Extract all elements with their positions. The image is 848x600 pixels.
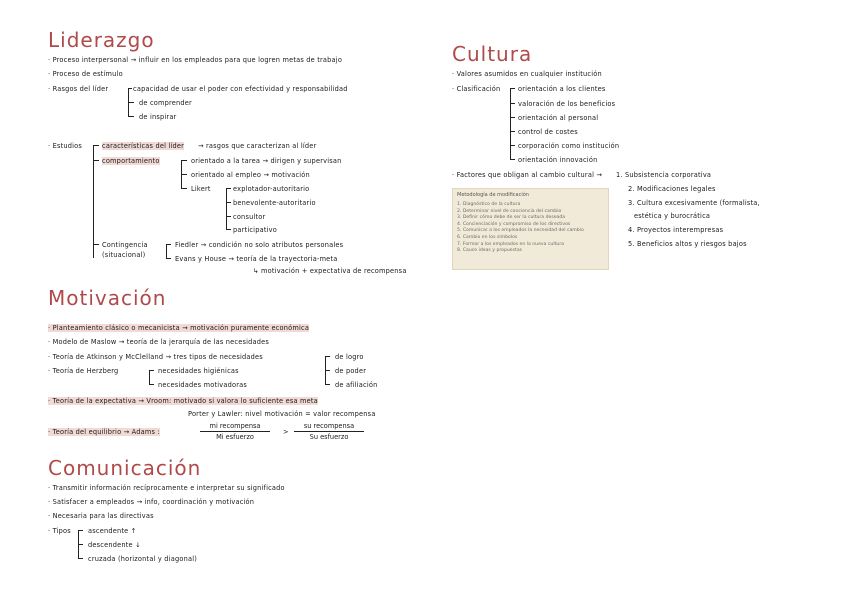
frac2-num: su recompensa [303,422,355,430]
motivacion-l3: · Teoría de Atkinson y McClelland → tres tipos de necesidades [48,353,263,361]
caracteristicas-label: características del líder [102,142,185,150]
comunicacion-l1: · Transmitir información recíprocamente e interpretar su significado [48,484,285,492]
tipo-item: cruzada (horizontal y diagonal) [88,555,197,563]
necesidad-item: de logro [335,353,364,361]
motivacion-l2: · Modelo de Maslow → teoría de la jerarquía de las necesidades [48,338,270,346]
motivacion-l4: · Teoría de Herzberg [48,367,119,375]
clas-item: control de costes [518,128,578,136]
note-line: 2. Determinar nivel de conciencia del cambio [457,208,562,214]
note-line: 8. Cauce ideas y propuestas [457,248,523,254]
factor-item: 3. Cultura excesivamente (formalista, [628,199,760,207]
clas-item: orientación a los clientes [518,85,606,93]
note-line: 3. Definir cómo debe de ser la cultura deseada [457,215,566,221]
likert-item: explotador-autoritario [233,185,310,193]
rasgo-item: capacidad de usar el poder con efectividad y responsabilidad [133,85,348,93]
clas-item: orientación innovación [518,156,598,164]
fiedler: Fiedler → condición no solo atributos personales [175,241,344,249]
necesidad-item: de poder [335,367,367,375]
liderazgo-heading: Liderazgo [48,28,155,52]
likert-item: benevolente-autoritario [233,199,316,207]
comunicacion-heading: Comunicación [48,456,202,480]
evans-house: Evans y House → teoría de la trayectoria-meta [175,255,338,263]
motivacion-heading: Motivación [48,286,167,310]
necesidad-item: de afiliación [335,381,378,389]
situacional-label: (situacional) [102,251,146,259]
contingencia-label: Contingencia [102,241,148,249]
motivacion-l6: · Teoría del equilibrio → Adams : [48,428,160,436]
frac2-den: Su esfuerzo [309,433,349,441]
greater-than: > [283,428,289,436]
liderazgo-estudios: · Estudios [48,142,83,150]
tipo-item: descendente ↓ [88,541,141,549]
herzberg-item: necesidades higiénicas [158,367,239,375]
note-line: 6. Cambio en los símbolos [457,234,518,240]
liderazgo-estimulo: · Proceso de estímulo [48,70,123,78]
cultura-heading: Cultura [452,42,533,66]
frac1-num: mi recompensa [209,422,261,430]
motivacion-l5b: Porter y Lawler: nivel motivación = valor recompensa [188,410,376,418]
rasgo-item: de inspirar [139,113,177,121]
comunicacion-l3: · Necesaria para las directivas [48,512,154,520]
motivacion-l5: · Teoría de la expectativa → Vroom: motivado si valora lo suficiente esa meta [48,397,318,405]
likert-item: consultor [233,213,266,221]
orientado-empleo: orientado al empleo → motivación [191,171,310,179]
cultura-clasificacion: · Clasificación [452,85,501,93]
rasgo-item: de comprender [139,99,192,107]
clas-item: corporación como institución [518,142,620,150]
clas-item: orientación al personal [518,114,599,122]
comunicacion-l2: · Satisfacer a empleados → info, coordinación y motivación [48,498,255,506]
factor-item: 2. Modificaciones legales [628,185,716,193]
tipo-item: ascendente ↑ [88,527,137,535]
liderazgo-rasgos: · Rasgos del líder [48,85,109,93]
factor-item: 4. Proyectos interempresas [628,226,724,234]
note-line: 7. Formar a los empleados en la nueva cultura [457,241,565,247]
clas-item: valoración de los beneficios [518,100,616,108]
cultura-factores: · Factores que obligan al cambio cultural → [452,171,603,179]
frac1-den: Mi esfuerzo [216,433,254,441]
factor-item: 5. Beneficios altos y riesgos bajos [628,240,747,248]
orientado-tarea: orientado a la tarea → dirigen y supervisan [191,157,342,165]
note-title: Metodología de modificación [457,192,529,198]
liderazgo-proceso: · Proceso interpersonal → influir en los empleados para que logren metas de trabajo [48,56,343,64]
evans-sub: ↳ motivación + expectativa de recompensa [253,267,407,275]
comunicacion-tipos: · Tipos [48,527,71,535]
note-line: 5. Comunicar a los empleados la necesidad del cambio [457,228,584,234]
motivacion-l1: · Planteamiento clásico o mecanicista → motivación puramente económica [48,324,310,332]
factor-item: 1. Subsistencia corporativa [616,171,712,179]
metodologia-sticky-note [452,188,609,270]
note-line: 1. Diagnóstico de la cultura [457,202,521,207]
likert-label: Likert [191,185,211,193]
fraction-own [200,422,270,441]
fraction-other [294,422,364,441]
herzberg-item: necesidades motivadoras [158,381,248,389]
factor-item: estética y burocrática [634,212,711,220]
caracteristicas-desc: → rasgos que caracterizan al líder [198,142,317,150]
note-line: 4. Concienciación y compromiso de los directivos [457,221,571,227]
cultura-valores: · Valores asumidos en cualquier institución [452,70,602,78]
likert-item: participativo [233,226,277,234]
comportamiento-label: comportamiento [102,157,160,165]
